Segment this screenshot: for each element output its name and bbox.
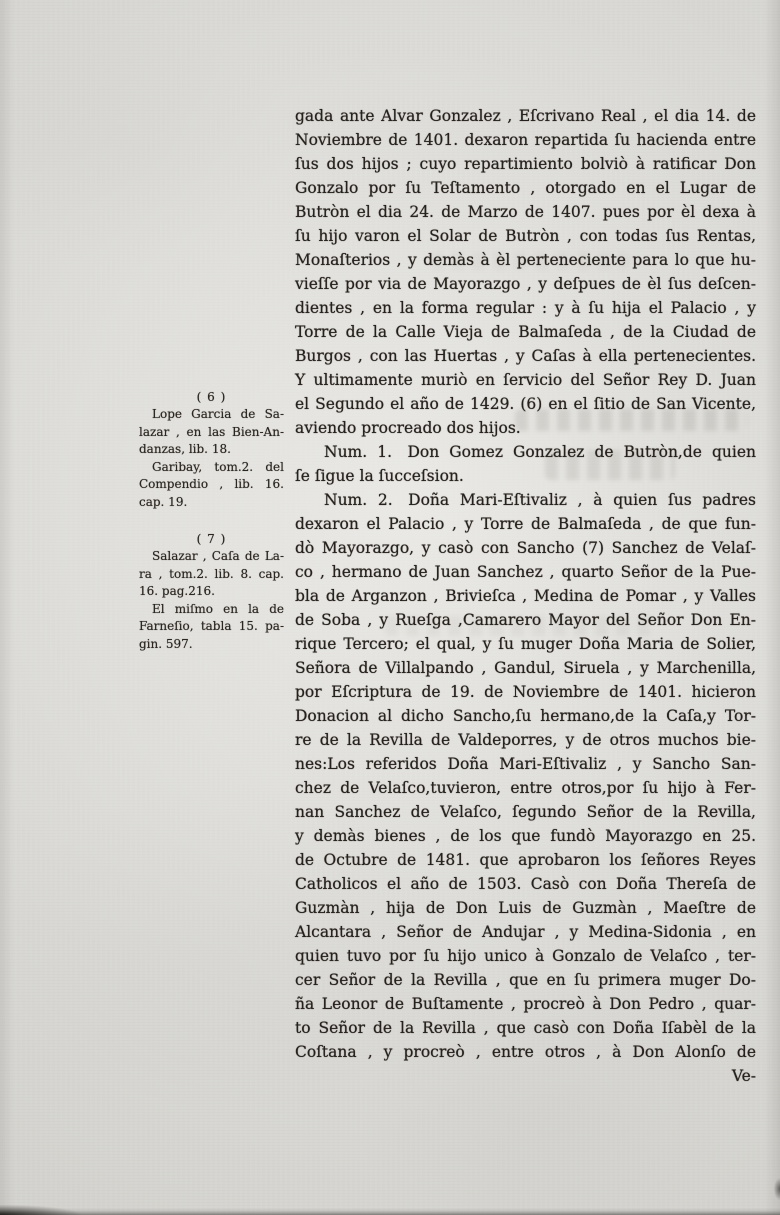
text-line: Num. 1. Don Gomez Gonzalez de Butròn,de quien xyxy=(324,443,756,461)
text-line: aviendo procreado dos hijos. xyxy=(295,419,521,437)
text-line: Lope Garcia de Sa- xyxy=(152,407,284,421)
page-left-edge-shade xyxy=(0,0,14,1215)
margin-note-7-body xyxy=(139,548,284,653)
text-line: ſe ſigue la ſucceſsion. xyxy=(295,467,464,485)
text-line: de Soba , y Rueſga ,Camarero Mayor del Señor Don En- xyxy=(295,611,756,629)
text-line: Butròn el dia 24. de Marzo de 1407. pues por èl dexa à xyxy=(295,203,756,221)
margin-note-6 xyxy=(139,388,284,511)
text-line: Señora de Villalpando , Gandul, Siruela , y Marchenilla, xyxy=(295,659,756,677)
text-line: Burgos , con las Huertas , y Caſas à ella pertenecientes. xyxy=(295,347,756,365)
footnote-ref-6: ( 6 ) xyxy=(196,390,227,404)
text-line: Ve- xyxy=(731,1067,756,1085)
text-line: Donacion al dicho Sancho,ſu hermano,de la Caſa,y Tor- xyxy=(295,707,756,725)
text-line: cap. 19. xyxy=(139,494,188,509)
text-line: Compendio , lib. 16. xyxy=(139,477,284,491)
text-line: vieſſe por via de Mayorazgo , y deſpues de èl ſus deſcen- xyxy=(295,275,756,293)
text-line: cer Señor de la Revilla , que en ſu primera muger Do- xyxy=(295,971,756,989)
text-line: Num. 2. Doña Mari-Eſtivaliz , à quien ſus padres xyxy=(324,491,756,509)
text-line: lazar , en las Bien-An- xyxy=(139,424,284,439)
page-corner-mark xyxy=(0,1203,130,1215)
text-line: Salazar , Caſa de La- xyxy=(152,549,284,563)
text-line: Noviembre de 1401. dexaron repartida ſu hacienda entre xyxy=(295,131,756,149)
text-line: 16. pag.216. xyxy=(139,584,215,598)
text-line: por Eſcriptura de 19. de Noviembre de 1401. hicieron xyxy=(295,683,756,701)
text-line: nes:Los referidos Doña Mari-Eſtivaliz , y Sancho San- xyxy=(295,755,756,773)
text-line: Catholicos el año de 1503. Casò con Doña Thereſa de xyxy=(295,875,756,893)
text-line: El miſmo en la de xyxy=(152,601,284,616)
text-line: Gonzalo por ſu Teſtamento , otorgado en el Lugar de xyxy=(295,179,756,197)
text-line: ña Leonor de Buſtamente , procreò à Don Pedro , quar- xyxy=(295,995,756,1013)
text-line: el Segundo el año de 1429. (6) en el ſitio de San Vicente, xyxy=(295,395,756,413)
text-line: nan Sanchez de Velaſco, ſegundo Señor de la Revilla, xyxy=(295,803,756,821)
text-line: re de la Revilla de Valdeporres, y de otros muchos bie- xyxy=(295,731,756,749)
margin-note-7 xyxy=(139,530,284,653)
text-line: chez de Velaſco,tuvieron, entre otros,por ſu hijo à Fer- xyxy=(295,779,756,797)
text-line: ſus dos hijos ; cuyo repartimiento bolviò à ratificar Don xyxy=(295,155,756,173)
text-line: Farneſio, tabla 15. pa- xyxy=(139,619,284,633)
text-line: Coſtana , y procreò , entre otros , à Don Alonſo de xyxy=(295,1043,756,1061)
text-line: co , hermano de Juan Sanchez , quarto Señor de la Pue- xyxy=(295,563,756,581)
page-edge-mark xyxy=(770,1176,780,1202)
text-line: y demàs bienes , de los que fundò Mayorazgo en 25. xyxy=(295,827,756,845)
text-line: Alcantara , Señor de Andujar , y Medina-Sidonia , en xyxy=(295,923,756,941)
text-line: quien tuvo por ſu hijo unico à Gonzalo de Velaſco , ter- xyxy=(295,947,756,965)
text-line: danzas, lib. 18. xyxy=(139,442,231,456)
text-line: dientes , en la forma regular : y à ſu hija el Palacio , y xyxy=(295,299,756,317)
text-line: gada ante Alvar Gonzalez , Eſcrivano Real , el dia 14. de xyxy=(295,107,756,125)
text-line: dò Mayorazgo, y casò con Sancho (7) Sanchez de Velaſ- xyxy=(295,539,756,557)
text-line: dexaron el Palacio , y Torre de Balmaſeda , de que fun- xyxy=(295,515,756,533)
text-line: Garibay, tom.2. del xyxy=(152,459,284,474)
text-line: Monaſterios , y demàs à èl perteneciente para lo que hu- xyxy=(295,251,756,269)
text-line: Guzmàn , hija de Don Luis de Guzmàn , Maeſtre de xyxy=(295,899,756,917)
footnote-ref-7: ( 7 ) xyxy=(196,532,227,546)
text-line: to Señor de la Revilla , que casò con Doña Iſabèl de la xyxy=(295,1019,756,1037)
text-line: bla de Arganzon , Brivieſca , Medina de Pomar , y Valles xyxy=(295,587,756,605)
page-right-edge-shade xyxy=(764,0,780,1215)
text-line: Torre de la Calle Vieja de Balmaſeda , de la Ciudad de xyxy=(295,323,756,341)
text-line: ſu hijo varon el Solar de Butròn , con todas ſus Rentas, xyxy=(295,227,756,245)
text-line: ra , tom.2. lib. 8. cap. xyxy=(139,566,284,581)
margin-note-6-body xyxy=(139,406,284,511)
main-text-block xyxy=(295,104,756,1088)
text-line: de Octubre de 1481. que aprobaron los ſeñores Reyes xyxy=(295,851,756,869)
text-line: Y ultimamente muriò en ſervicio del Señor Rey D. Juan xyxy=(295,371,756,389)
text-line: gin. 597. xyxy=(139,636,193,651)
text-line: rique Tercero; el qual, y ſu muger Doña Maria de Solier, xyxy=(295,635,756,653)
